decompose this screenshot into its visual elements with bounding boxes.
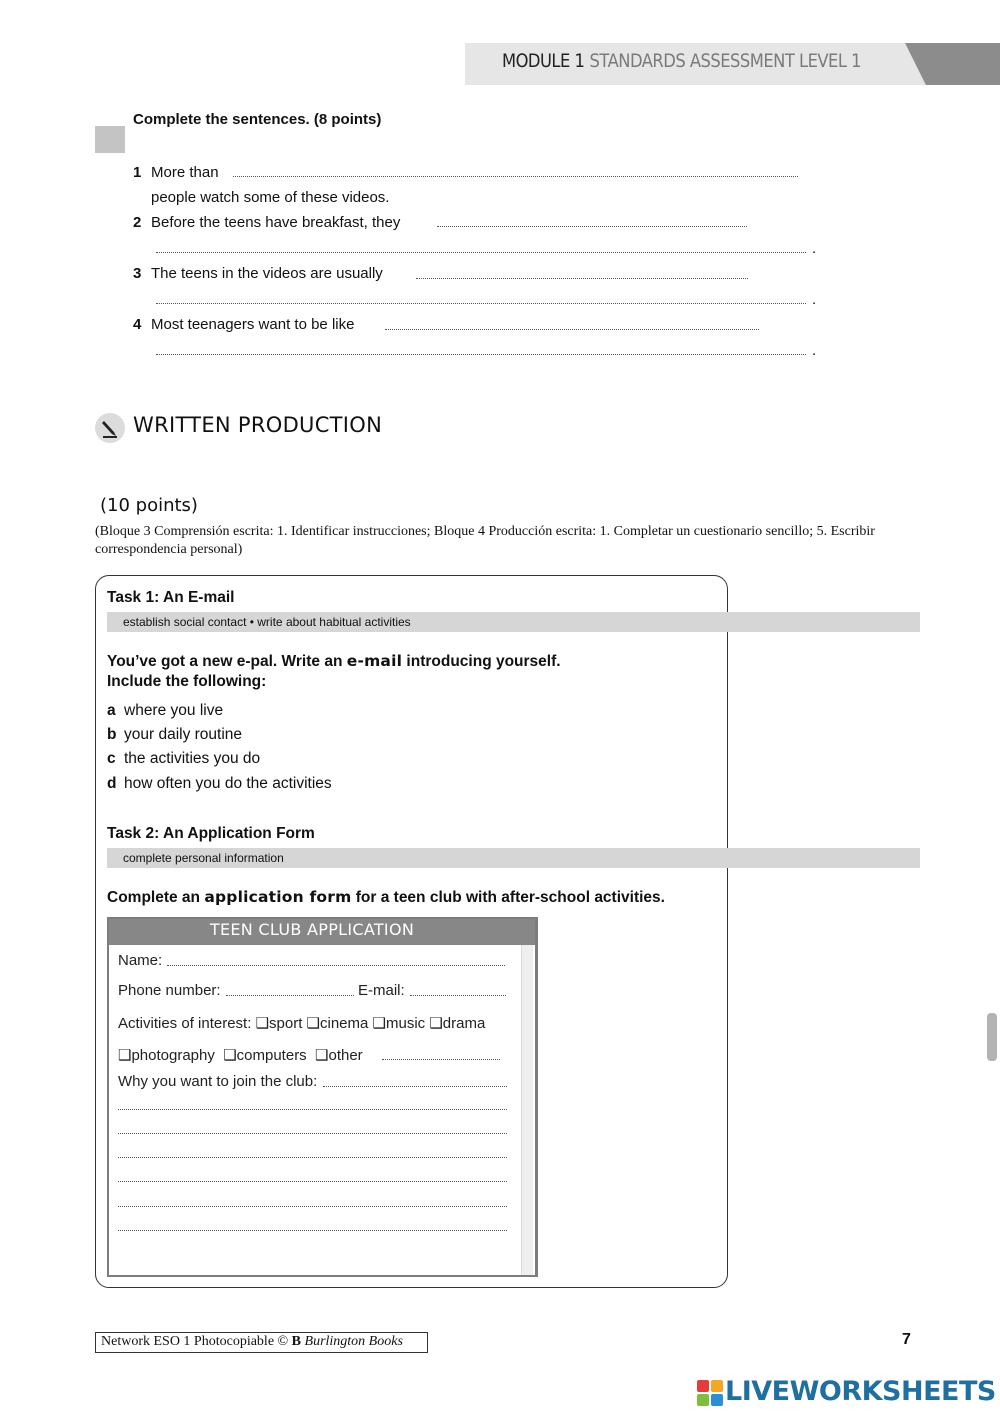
- sentence-number: 3: [133, 265, 142, 282]
- why-field[interactable]: [323, 1086, 507, 1087]
- option-label: sport: [269, 1015, 303, 1032]
- task-2-intro: [107, 888, 665, 907]
- why-line[interactable]: [118, 1157, 507, 1158]
- sentence-number: 4: [133, 316, 142, 333]
- section-points: (10 points): [100, 495, 198, 516]
- intro-keyword: e-mail: [346, 652, 403, 670]
- phone-label: Phone number:: [118, 982, 221, 999]
- why-line[interactable]: [118, 1133, 507, 1134]
- task-1-title: Task 1: An E-mail: [107, 589, 235, 606]
- item-letter: b: [107, 726, 117, 743]
- header-title: [502, 50, 861, 72]
- liveworksheets-logo: [697, 1378, 995, 1408]
- item-letter: c: [107, 750, 116, 767]
- checkbox-other[interactable]: ❑: [315, 1047, 329, 1064]
- task-2-title: Task 2: An Application Form: [107, 825, 315, 842]
- task-1-intro-2: Include the following:: [107, 673, 267, 690]
- checkbox-sport[interactable]: ❑: [255, 1015, 270, 1032]
- form-scroll-thumb[interactable]: [987, 1013, 997, 1061]
- other-field[interactable]: [382, 1059, 500, 1060]
- activities-row-1: [118, 1014, 485, 1032]
- email-label: E-mail:: [358, 982, 405, 999]
- period: .: [812, 240, 817, 257]
- why-line[interactable]: [118, 1109, 507, 1110]
- sentence-4: [133, 316, 354, 333]
- task-1-band: establish social contact • write about habitual activities: [107, 612, 920, 632]
- checkbox-computers[interactable]: ❑: [223, 1047, 237, 1064]
- checkbox-music[interactable]: ❑: [372, 1015, 386, 1032]
- item-text: where you live: [124, 702, 224, 719]
- task-1-item-c: [107, 750, 260, 768]
- name-field[interactable]: [167, 965, 505, 966]
- option-label: photography: [131, 1047, 215, 1064]
- why-line[interactable]: [118, 1181, 507, 1182]
- name-label: Name:: [118, 952, 163, 969]
- option-label: music: [385, 1015, 426, 1032]
- logo-tile: [697, 1380, 709, 1392]
- sentence-text: More than: [151, 164, 219, 181]
- intro-text: Complete an: [107, 889, 205, 906]
- sentence-3: [133, 265, 383, 282]
- option-label: drama: [442, 1015, 486, 1032]
- publisher-name: Burlington Books: [304, 1334, 403, 1349]
- email-field[interactable]: [410, 995, 506, 996]
- activities-label: Activities of interest:: [118, 1015, 252, 1032]
- pencil-icon: [95, 413, 125, 443]
- item-text: the activities you do: [124, 750, 261, 767]
- answer-line-3b[interactable]: [156, 303, 806, 304]
- logo-text: LIVEWORKSHEETS: [725, 1376, 996, 1407]
- sentence-text: Most teenagers want to be like: [151, 316, 355, 333]
- header-subtitle: STANDARDS ASSESSMENT LEVEL 1: [589, 50, 862, 72]
- section-marker: [95, 126, 125, 153]
- sentence-number: 2: [133, 214, 142, 231]
- option-label: computers: [236, 1047, 307, 1064]
- task-2-band: complete personal information: [107, 848, 920, 868]
- logo-tile: [711, 1380, 723, 1392]
- sentence-1: [133, 164, 219, 181]
- logo-tile: [697, 1394, 709, 1406]
- option-label: cinema: [320, 1015, 369, 1032]
- item-text: how often you do the activities: [124, 775, 332, 792]
- instruction: Complete the sentences. (8 points): [133, 111, 382, 128]
- curriculum-note: (Bloque 3 Comprensión escrita: 1. Identificar instrucciones; Bloque 4 Producción escrita: 1. Completar un cuestionario sencillo; 5. Escribir correspondencia personal): [95, 524, 875, 557]
- application-form: [107, 917, 538, 1277]
- intro-text: introducing yourself.: [402, 653, 561, 670]
- logo-icon: [697, 1380, 723, 1406]
- publisher-mark: B: [291, 1334, 302, 1349]
- form-heading: TEEN CLUB APPLICATION: [109, 919, 535, 945]
- intro-text: for a teen club with after-school activities.: [351, 889, 665, 906]
- checkbox-drama[interactable]: ❑: [429, 1015, 443, 1032]
- option-label: other: [328, 1047, 363, 1064]
- checkbox-cinema[interactable]: ❑: [306, 1015, 320, 1032]
- intro-text: You’ve got a new e-pal. Write an: [107, 653, 347, 670]
- period: .: [812, 291, 817, 308]
- answer-line-2a[interactable]: [437, 226, 747, 227]
- sentence-text: The teens in the videos are usually: [151, 265, 383, 282]
- period: .: [812, 342, 817, 359]
- task-1-item-a: [107, 702, 223, 720]
- checkbox-photography[interactable]: ❑: [118, 1047, 132, 1064]
- page-number: 7: [902, 1331, 911, 1348]
- item-letter: d: [107, 775, 117, 792]
- task-1-item-b: [107, 726, 242, 744]
- why-line[interactable]: [118, 1230, 507, 1231]
- sentence-2: [133, 214, 400, 231]
- answer-line-1[interactable]: [233, 176, 798, 177]
- answer-line-4b[interactable]: [156, 354, 806, 355]
- why-label: Why you want to join the club:: [118, 1073, 318, 1090]
- answer-line-2b[interactable]: [156, 252, 806, 253]
- header-module: MODULE 1: [502, 50, 585, 72]
- item-letter: a: [107, 702, 116, 719]
- footer-text: Network ESO 1 Photocopiable ©: [101, 1334, 292, 1349]
- activities-row-2: [118, 1046, 363, 1064]
- answer-line-4a[interactable]: [385, 329, 759, 330]
- sentence-text: Before the teens have breakfast, they: [151, 214, 401, 231]
- phone-field[interactable]: [226, 995, 354, 996]
- section-title: WRITTEN PRODUCTION: [133, 413, 383, 437]
- answer-line-3a[interactable]: [416, 278, 748, 279]
- task-1-intro: [107, 652, 561, 671]
- sentence-number: 1: [133, 164, 142, 181]
- sentence-1-continuation: people watch some of these videos.: [151, 189, 390, 206]
- why-line[interactable]: [118, 1206, 507, 1207]
- intro-keyword: application form: [204, 888, 352, 906]
- task-1-item-d: [107, 775, 332, 793]
- copyright-footer: [95, 1332, 428, 1353]
- logo-tile: [711, 1394, 723, 1406]
- form-scrollbar[interactable]: [521, 945, 533, 1275]
- item-text: your daily routine: [124, 726, 243, 743]
